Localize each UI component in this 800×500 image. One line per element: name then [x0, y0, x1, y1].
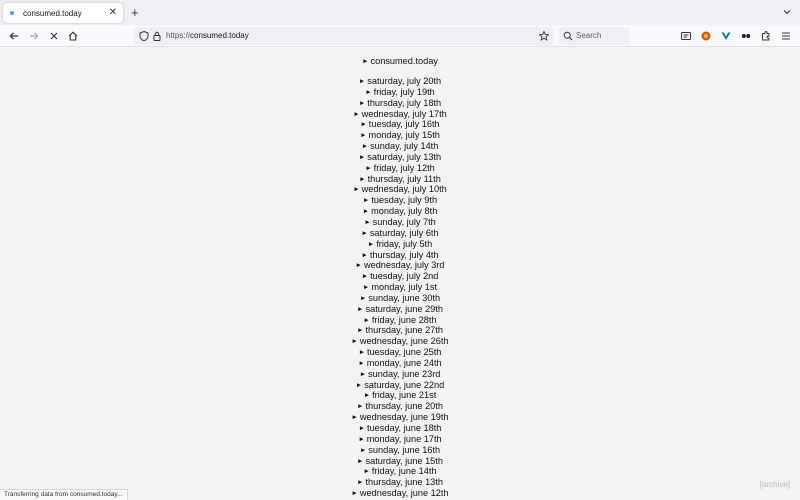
disclosure-arrow-icon: ►	[353, 110, 360, 118]
day-label: monday, june 24th	[366, 357, 442, 368]
url-host: consumed.today	[190, 31, 249, 40]
search-icon	[563, 31, 573, 41]
day-entry[interactable]	[0, 141, 800, 152]
day-label: sunday, june 23rd	[368, 368, 441, 379]
day-label: saturday, june 22nd	[364, 379, 445, 390]
disclosure-arrow-icon: ►	[361, 143, 369, 151]
reader-icon[interactable]	[679, 29, 693, 43]
disclosure-arrow-icon: ►	[363, 316, 370, 324]
day-label: tuesday, july 16th	[368, 119, 440, 130]
disclosure-arrow-icon: ►	[367, 240, 375, 248]
day-entry[interactable]	[0, 325, 800, 336]
menu-icon[interactable]	[779, 29, 793, 43]
disclosure-arrow-icon: ►	[361, 273, 369, 281]
day-entry[interactable]	[0, 163, 800, 174]
day-entry[interactable]	[0, 412, 800, 423]
bookmark-star-icon[interactable]	[538, 30, 550, 42]
status-bar: Transferring data from consumed.today...	[0, 489, 128, 500]
day-entry[interactable]	[0, 347, 800, 358]
day-label: tuesday, june 25th	[367, 347, 442, 358]
disclosure-arrow-icon: ►	[358, 78, 366, 85]
day-label: wednesday, june 26th	[359, 336, 449, 347]
day-label: wednesday, july 3rd	[363, 260, 445, 271]
day-label: wednesday, july 10th	[361, 184, 447, 195]
day-label: tuesday, june 18th	[367, 423, 442, 433]
page-content	[0, 48, 800, 500]
extension-1-icon[interactable]	[699, 29, 713, 43]
day-label: wednesday, june 12th	[359, 488, 449, 499]
day-label: wednesday, june 19th	[359, 412, 449, 423]
day-entry[interactable]	[0, 174, 800, 185]
day-entry[interactable]	[0, 456, 800, 467]
day-entry[interactable]	[0, 217, 800, 228]
extensions-icon[interactable]	[759, 29, 773, 43]
url-text[interactable]	[166, 31, 249, 40]
tab-title: consumed.today	[23, 8, 82, 18]
chevron-down-icon[interactable]	[782, 7, 792, 17]
disclosure-arrow-icon: ►	[364, 218, 371, 226]
tab-consumed-today[interactable]	[3, 3, 123, 23]
back-icon[interactable]	[7, 29, 21, 43]
day-label: thursday, june 13th	[365, 477, 443, 488]
disclosure-arrow-icon: ►	[362, 58, 369, 65]
day-label: thursday, july 4th	[369, 249, 439, 260]
day-label: wednesday, july 17th	[361, 108, 447, 119]
disclosure-arrow-icon: ►	[355, 262, 362, 270]
day-entry[interactable]	[0, 152, 800, 163]
search-placeholder: Search	[576, 31, 602, 40]
day-label: sunday, july 14th	[370, 141, 439, 152]
day-entry[interactable]	[0, 195, 800, 206]
day-entry[interactable]	[0, 130, 800, 141]
disclosure-arrow-icon: ►	[360, 132, 367, 140]
day-label: friday, june 14th	[371, 466, 437, 477]
disclosure-arrow-icon: ►	[362, 284, 370, 292]
day-label: tuesday, july 9th	[371, 195, 438, 206]
home-icon[interactable]	[66, 29, 80, 43]
day-entry[interactable]	[0, 184, 800, 195]
disclosure-arrow-icon: ►	[359, 175, 366, 183]
close-tab-icon[interactable]: ✕	[108, 7, 117, 18]
day-entry[interactable]	[0, 401, 800, 412]
day-entry[interactable]	[0, 282, 800, 293]
url-scheme: https://	[166, 31, 191, 40]
day-label: monday, july 8th	[371, 206, 438, 217]
site-title[interactable]	[0, 56, 800, 66]
day-label: saturday, july 13th	[367, 151, 442, 162]
day-label: saturday, june 15th	[365, 455, 443, 466]
day-entry[interactable]	[0, 228, 800, 239]
day-label: friday, july 19th	[373, 86, 435, 97]
disclosure-arrow-icon: ►	[357, 479, 364, 487]
stop-icon[interactable]	[47, 29, 61, 43]
disclosure-arrow-icon: ►	[359, 370, 367, 378]
disclosure-arrow-icon: ►	[351, 414, 358, 422]
day-entry[interactable]	[0, 380, 800, 391]
day-label: monday, july 1st	[371, 282, 438, 293]
disclosure-arrow-icon: ►	[361, 229, 368, 237]
day-entry[interactable]	[0, 445, 800, 456]
day-label: thursday, july 11th	[367, 173, 441, 184]
day-entry[interactable]	[0, 119, 800, 130]
extension-3-icon[interactable]	[739, 29, 753, 43]
navigation-bar	[0, 25, 800, 47]
day-entry[interactable]	[0, 260, 800, 271]
day-label: saturday, june 29th	[365, 303, 443, 314]
new-tab-button[interactable]: +	[131, 5, 139, 20]
disclosure-arrow-icon: ►	[360, 121, 367, 129]
day-label: thursday, june 20th	[365, 401, 443, 412]
day-entry[interactable]	[0, 239, 800, 250]
day-entry[interactable]	[0, 434, 800, 445]
disclosure-arrow-icon: ►	[357, 327, 364, 335]
day-entry[interactable]	[0, 369, 800, 380]
archive-link[interactable]: [archive]	[759, 480, 790, 489]
day-entry[interactable]	[0, 477, 800, 488]
day-label: saturday, july 6th	[369, 227, 439, 238]
day-label: sunday, june 16th	[368, 444, 441, 455]
day-label: saturday, july 20th	[367, 76, 442, 86]
disclosure-arrow-icon: ►	[365, 164, 372, 172]
day-entry[interactable]	[0, 336, 800, 347]
day-entry[interactable]	[0, 423, 800, 434]
day-entry[interactable]	[0, 358, 800, 369]
day-entry[interactable]	[0, 98, 800, 109]
day-entry[interactable]	[0, 315, 800, 326]
day-label: sunday, june 30th	[368, 292, 441, 303]
day-entry[interactable]	[0, 390, 800, 401]
disclosure-arrow-icon: ►	[358, 349, 366, 357]
disclosure-arrow-icon: ►	[358, 153, 366, 161]
disclosure-arrow-icon: ►	[358, 425, 366, 432]
day-label: friday, july 12th	[373, 162, 435, 173]
disclosure-arrow-icon: ►	[357, 457, 364, 465]
day-label: thursday, july 18th	[367, 97, 442, 108]
disclosure-arrow-icon: ►	[357, 305, 364, 313]
day-entry[interactable]	[0, 250, 800, 261]
disclosure-arrow-icon: ►	[358, 435, 365, 443]
day-label: monday, july 15th	[368, 130, 440, 141]
shield-icon[interactable]	[138, 30, 150, 42]
disclosure-arrow-icon: ►	[362, 197, 370, 205]
day-entry[interactable]	[0, 271, 800, 282]
day-entry[interactable]	[0, 466, 800, 477]
disclosure-arrow-icon: ►	[365, 88, 372, 96]
disclosure-arrow-icon: ►	[361, 251, 368, 259]
day-label: friday, june 28th	[371, 314, 437, 325]
url-bar[interactable]	[134, 27, 554, 45]
disclosure-arrow-icon: ►	[353, 186, 360, 194]
day-entry[interactable]	[0, 109, 800, 120]
forward-icon[interactable]	[27, 29, 41, 43]
disclosure-arrow-icon: ►	[355, 381, 363, 389]
day-list	[0, 76, 800, 499]
day-entry[interactable]	[0, 87, 800, 98]
disclosure-arrow-icon: ►	[351, 338, 358, 346]
favicon-icon	[10, 11, 14, 15]
tab-strip	[0, 0, 800, 25]
disclosure-arrow-icon: ►	[362, 208, 370, 216]
day-entry[interactable]	[0, 304, 800, 315]
day-label: tuesday, july 2nd	[370, 271, 439, 282]
search-bar[interactable]	[559, 27, 630, 45]
disclosure-arrow-icon: ►	[359, 446, 367, 454]
day-label: friday, june 21st	[372, 390, 437, 401]
day-label: friday, july 5th	[376, 238, 433, 249]
day-label: thursday, june 27th	[365, 325, 443, 336]
day-label: sunday, july 7th	[372, 216, 436, 227]
day-entry[interactable]	[0, 76, 800, 87]
disclosure-arrow-icon: ►	[351, 490, 358, 498]
disclosure-arrow-icon: ►	[357, 403, 364, 411]
day-entry[interactable]	[0, 293, 800, 304]
lock-icon[interactable]	[152, 30, 162, 42]
extension-2-icon[interactable]	[719, 29, 733, 43]
site-title-text: consumed.today	[370, 56, 438, 66]
day-label: monday, june 17th	[366, 433, 442, 444]
disclosure-arrow-icon: ►	[363, 392, 371, 400]
disclosure-arrow-icon: ►	[359, 294, 367, 302]
disclosure-arrow-icon: ►	[363, 468, 370, 476]
disclosure-arrow-icon: ►	[358, 99, 366, 107]
day-entry[interactable]	[0, 206, 800, 217]
disclosure-arrow-icon: ►	[358, 359, 365, 367]
